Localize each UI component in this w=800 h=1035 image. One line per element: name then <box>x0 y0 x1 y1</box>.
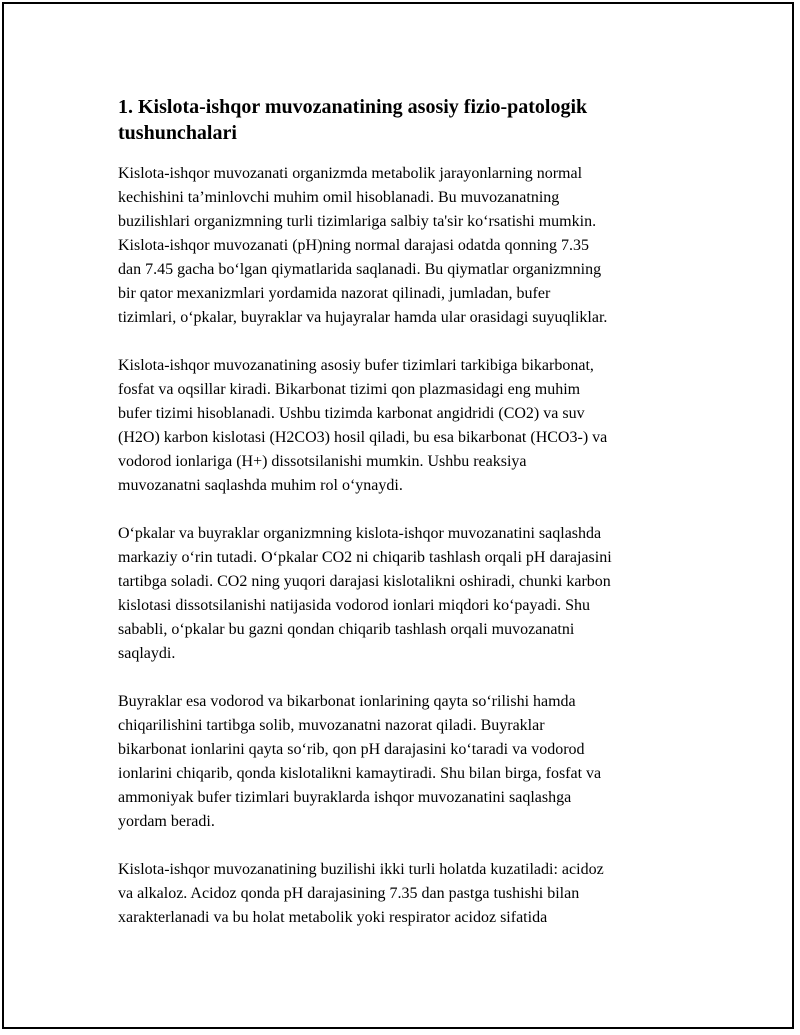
paragraph-buffer-systems: Kislota-ishqor muvozanatining asosiy bufer tizimlari tarkibiga bikarbonat, fosfat va oqsillar kiradi. Bikarbonat tizimi qon plazmasidagi eng muhim bufer tizimi hisoblanadi. Ushbu tizimda karbonat angidridi (CO2) va suv (H2O) karbon kislotasi (H2CO3) hosil qiladi, bu esa bikarbonat (HCO3-) va vodorod ionlariga (H+) dissotsilanishi mumkin. Ushbu reaksiya muvozanatni saqlashda muhim rol o‘ynaydi. <box>118 357 608 494</box>
document-body <box>118 94 693 954</box>
paragraph-acid-base-intro: Kislota-ishqor muvozanati organizmda metabolik jarayonlarning normal kechishini ta’minlovchi muhim omil hisoblanadi. Bu muvozanatning buzilishlari organizmning turli tizimlariga salbiy ta'sir ko‘rsatishi mumkin. Kislota-ishqor muvozanati (pH)ning normal darajasi odatda qonning 7.35 dan 7.45 gacha bo‘lgan qiymatlarida saqlanadi. Bu qiymatlar organizmning bir qator mexanizmlari yordamida nazorat qilinadi, jumladan, bufer tizimlari, o‘pkalar, buyraklar va hujayralar hamda ular orasidagi suyuqliklar. <box>118 165 608 326</box>
paragraph-lungs-kidneys: O‘pkalar va buyraklar organizmning kislota-ishqor muvozanatini saqlashda markaziy o‘rin tutadi. O‘pkalar CO2 ni chiqarib tashlash orqali pH darajasini tartibga soladi. CO2 ning yuqori darajasi kislotalikni oshiradi, chunki karbon kislotasi dissotsilanishi natijasida vodorod ionlari miqdori ko‘payadi. Shu sababli, o‘pkalar bu gazni qondan chiqarib tashlash orqali muvozanatni saqlaydi. <box>118 525 612 662</box>
section-heading: 1. Kislota-ishqor muvozanatining asosiy fizio-patologik tushunchalari <box>118 96 588 144</box>
paragraph-kidneys-regulation: Buyraklar esa vodorod va bikarbonat ionlarining qayta so‘rilishi hamda chiqarilishini tartibga solib, muvozanatni nazorat qiladi. Buyraklar bikarbonat ionlarini qayta so‘rib, qon pH darajasini ko‘taradi va vodorod ionlarini chiqarib, qonda kislotalikni kamaytiradi. Shu bilan birga, fosfat va ammoniyak bufer tizimlari buyraklarda ishqor muvozanatini saqlashga yordam beradi. <box>118 693 602 830</box>
paragraph-acidosis-alkalosis: Kislota-ishqor muvozanatining buzilishi ikki turli holatda kuzatiladi: acidoz va alkaloz. Acidoz qonda pH darajasining 7.35 dan pastga tushishi bilan xarakterlanadi va bu holat metabolik yoki respirator acidoz sifatida <box>118 861 604 926</box>
